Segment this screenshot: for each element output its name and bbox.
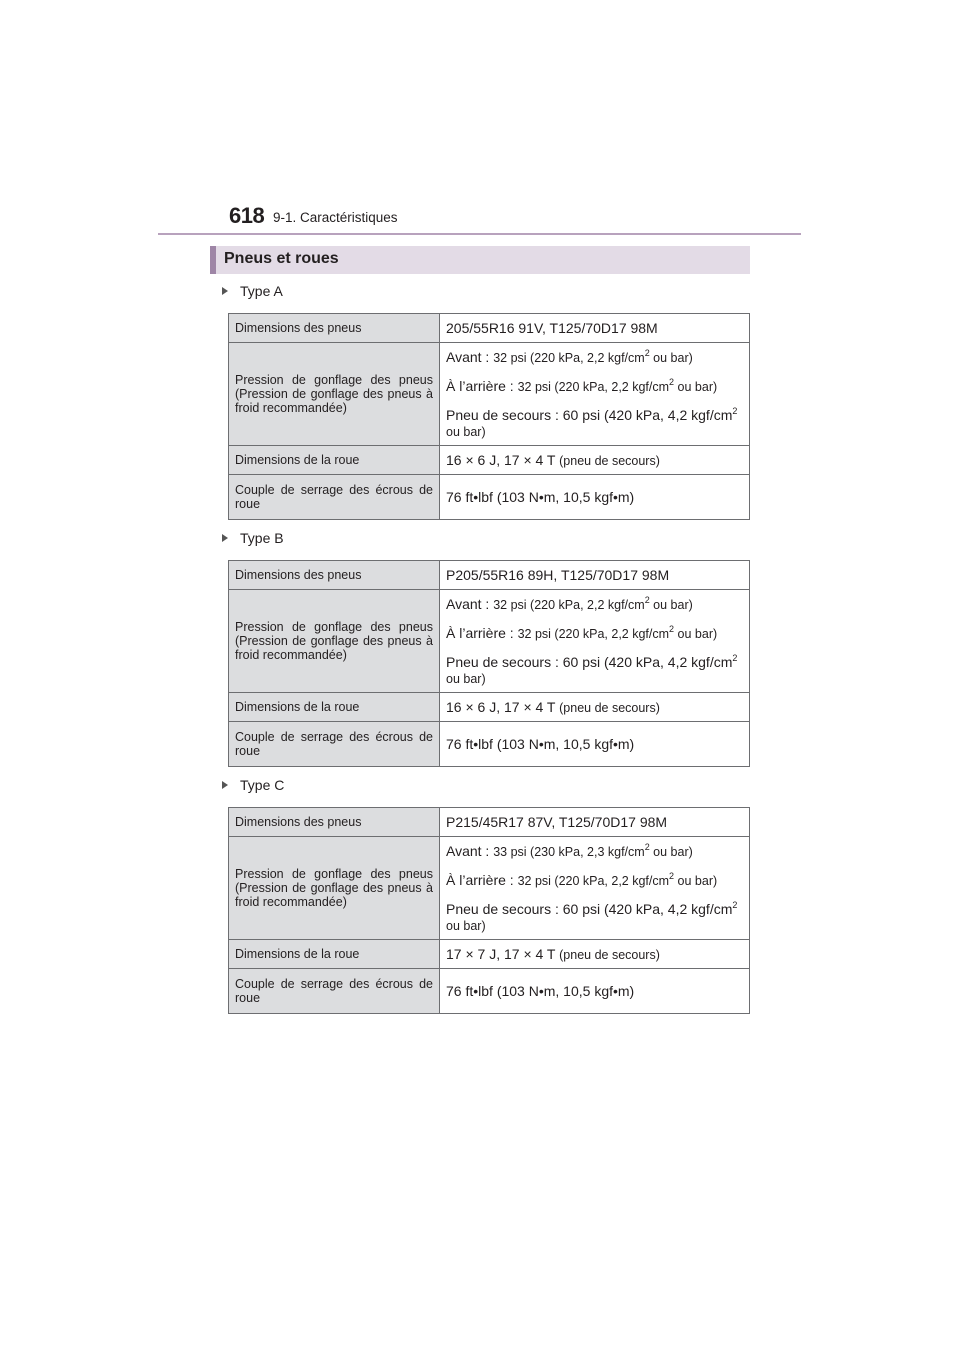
torque-label: Couple de serrage des écrous de roue — [229, 969, 440, 1014]
table-row — [229, 314, 750, 343]
spare-pressure: Pneu de secours : 60 psi (420 kPa, 4,2 kgf/$cm^2$ ou bar) — [446, 899, 738, 933]
wheel-size-label: Dimensions de la roue — [229, 693, 440, 722]
table-row — [229, 561, 750, 590]
table-row — [229, 722, 750, 767]
inflation-label: Pression de gonflage des pneus (Pression de gonflage des pneus à froid recommandée) — [229, 343, 440, 446]
table-row — [229, 590, 750, 693]
inflation-values — [440, 590, 750, 693]
table-row — [229, 475, 750, 520]
header-rule — [158, 233, 801, 235]
table-row — [229, 693, 750, 722]
table-row — [229, 969, 750, 1014]
spare-pressure: Pneu de secours : 60 psi (420 kPa, 4,2 kgf/$cm^2$ ou bar) — [446, 652, 738, 686]
section-title: Pneus et roues — [224, 250, 339, 267]
inflation-values — [440, 837, 750, 940]
inflation-label: Pression de gonflage des pneus (Pression de gonflage des pneus à froid recommandée) — [229, 590, 440, 693]
tire-size-value: P215/45R17 87V, T125/70D17 98M — [440, 808, 750, 837]
tire-size-value: P205/55R16 89H, T125/70D17 98M — [440, 561, 750, 590]
table-row — [229, 940, 750, 969]
wheel-size-value: 17 × 7 J, 17 × 4 T (pneu de secours) — [440, 940, 750, 969]
triangle-bullet-icon — [222, 781, 228, 789]
triangle-bullet-icon — [222, 287, 228, 295]
section-accent — [210, 246, 216, 274]
tire-size-label: Dimensions des pneus — [229, 808, 440, 837]
table-row — [229, 343, 750, 446]
wheel-size-label: Dimensions de la roue — [229, 940, 440, 969]
triangle-bullet-icon — [222, 534, 228, 542]
rear-pressure: À l’arrière : 32 psi (220 kPa, 2,2 kgf/$cm^2$ ou bar) — [446, 870, 718, 888]
spare-pressure: Pneu de secours : 60 psi (420 kPa, 4,2 kgf/$cm^2$ ou bar) — [446, 405, 738, 439]
rear-pressure: À l’arrière : 32 psi (220 kPa, 2,2 kgf/$cm^2$ ou bar) — [446, 376, 718, 394]
torque-value: 76 ft•lbf (103 N•m, 10,5 kgf•m) — [440, 722, 750, 767]
table-row — [229, 837, 750, 940]
torque-value: 76 ft•lbf (103 N•m, 10,5 kgf•m) — [440, 969, 750, 1014]
torque-value: 76 ft•lbf (103 N•m, 10,5 kgf•m) — [440, 475, 750, 520]
tire-size-label: Dimensions des pneus — [229, 314, 440, 343]
torque-label: Couple de serrage des écrous de roue — [229, 475, 440, 520]
spec-table-type-a — [228, 313, 750, 520]
front-pressure: Avant : 32 psi (220 kPa, 2,2 kgf/$cm^2$ ou bar) — [446, 347, 693, 365]
spec-table-type-c — [228, 807, 750, 1014]
page-number: 618 — [229, 203, 265, 228]
front-pressure: Avant : 33 psi (230 kPa, 2,3 kgf/$cm^2$ ou bar) — [446, 841, 693, 859]
chapter-title: 9-1. Caractéristiques — [273, 210, 398, 225]
type-c-label: Type C — [222, 777, 284, 793]
torque-label: Couple de serrage des écrous de roue — [229, 722, 440, 767]
rear-pressure: À l’arrière : 32 psi (220 kPa, 2,2 kgf/$cm^2$ ou bar) — [446, 623, 718, 641]
type-a-label: Type A — [222, 283, 283, 299]
inflation-values — [440, 343, 750, 446]
tire-size-value: 205/55R16 91V, T125/70D17 98M — [440, 314, 750, 343]
front-pressure: Avant : 32 psi (220 kPa, 2,2 kgf/$cm^2$ ou bar) — [446, 594, 693, 612]
spec-table-type-b — [228, 560, 750, 767]
section-heading — [210, 246, 750, 274]
wheel-size-label: Dimensions de la roue — [229, 446, 440, 475]
type-b-label: Type B — [222, 530, 284, 546]
inflation-label: Pression de gonflage des pneus (Pression de gonflage des pneus à froid recommandée) — [229, 837, 440, 940]
wheel-size-value: 16 × 6 J, 17 × 4 T (pneu de secours) — [440, 693, 750, 722]
wheel-size-value: 16 × 6 J, 17 × 4 T (pneu de secours) — [440, 446, 750, 475]
table-row — [229, 446, 750, 475]
table-row — [229, 808, 750, 837]
tire-size-label: Dimensions des pneus — [229, 561, 440, 590]
